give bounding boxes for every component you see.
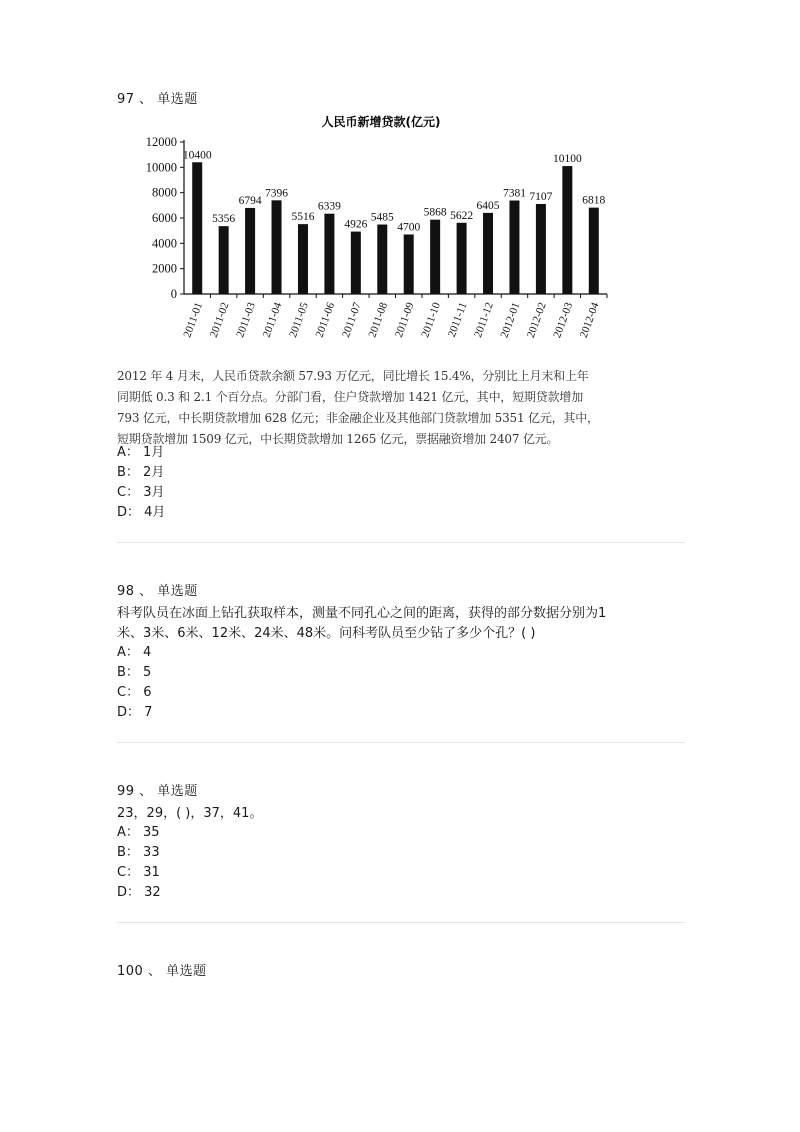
- x-tick-label: 2012-04: [577, 300, 602, 340]
- question-97-header: 97 、 单选题: [117, 92, 198, 107]
- bar-2011-06: [324, 214, 334, 294]
- x-tick-label: 2011-10: [419, 300, 443, 340]
- question-divider: [117, 922, 685, 923]
- data-label: 4700: [397, 221, 421, 234]
- question-98-option-c[interactable]: C： 6: [117, 685, 152, 700]
- question-98-option-b[interactable]: B： 5: [117, 665, 152, 680]
- data-label: 4926: [344, 218, 368, 231]
- bar-2012-02: [536, 204, 546, 294]
- chart-y-ticks: [146, 135, 184, 301]
- chart-title: 人民币新增贷款(亿元): [321, 115, 441, 129]
- question-99-option-a[interactable]: A： 35: [117, 825, 160, 840]
- y-tick-label: 2000: [152, 261, 177, 276]
- x-tick-label: 2011-04: [260, 300, 285, 340]
- question-divider: [117, 542, 685, 543]
- question-99-option-d[interactable]: D： 32: [117, 885, 161, 900]
- bar-2011-12: [483, 213, 493, 294]
- x-tick-label: 2011-08: [366, 300, 391, 340]
- data-label: 5356: [212, 213, 236, 226]
- bar-2012-03: [562, 166, 572, 294]
- data-label: 6405: [476, 199, 500, 212]
- loan-bar-chart: [117, 108, 617, 364]
- question-98-text: [117, 604, 687, 644]
- bar-2011-01: [192, 162, 202, 294]
- question-98-header: 98 、 单选题: [117, 584, 198, 599]
- x-tick-label: 2011-05: [287, 300, 311, 340]
- y-tick-label: 10000: [145, 160, 177, 175]
- question-99-text: [117, 804, 687, 824]
- chart-bars: [192, 162, 599, 294]
- question-text-line: 米、3米、6米、12米、24米、48米。问科考队员至少钻了多少个孔？( ): [117, 626, 536, 641]
- x-tick-label: 2012-03: [551, 300, 576, 340]
- data-label: 7396: [265, 187, 289, 200]
- data-label: 7107: [529, 190, 553, 203]
- x-tick-label: 2011-11: [445, 300, 470, 339]
- y-tick-label: 8000: [152, 185, 177, 200]
- data-label: 6794: [238, 194, 262, 207]
- question-text-line: 科考队员在冰面上钻孔获取样本，测量不同孔心之间的距离，获得的部分数据分别为1: [117, 606, 607, 621]
- bar-2011-04: [272, 200, 282, 294]
- question-97-option-d[interactable]: D： 4月: [117, 505, 166, 520]
- y-tick-label: 12000: [145, 135, 177, 149]
- data-label: 5868: [423, 206, 447, 219]
- question-99-option-b[interactable]: B： 33: [117, 845, 160, 860]
- y-tick-label: 4000: [152, 236, 177, 251]
- data-label: 10400: [182, 149, 212, 162]
- data-label: 10100: [552, 153, 582, 166]
- bar-2011-05: [298, 224, 308, 294]
- data-label: 6818: [582, 194, 606, 207]
- question-divider: [117, 742, 685, 743]
- question-97-option-b[interactable]: B： 2月: [117, 465, 165, 480]
- question-99-option-c[interactable]: C： 31: [117, 865, 160, 880]
- data-label: 7381: [502, 187, 526, 200]
- passage-line: 同期低 0.3 和 2.1 个百分点。分部门看，住户贷款增加 1421 亿元，其中，短期贷款增加: [117, 390, 583, 404]
- question-98-option-d[interactable]: D： 7: [117, 705, 153, 720]
- question-97-option-a[interactable]: A： 1月: [117, 445, 165, 460]
- bar-2012-04: [589, 208, 599, 294]
- bar-2011-11: [457, 223, 467, 294]
- y-tick-label: 0: [170, 287, 177, 301]
- passage-line: 2012 年 4 月末，人民币贷款余额 57.93 万亿元，同比增长 15.4%，分别比上月末和上年: [117, 369, 589, 383]
- x-tick-label: 2012-01: [498, 300, 523, 340]
- bar-2011-02: [219, 226, 229, 294]
- data-label: 6339: [317, 200, 341, 213]
- bar-2011-09: [404, 234, 414, 294]
- chart-x-ticks: [181, 294, 607, 339]
- question-99-header: 99 、 单选题: [117, 784, 198, 799]
- question-100-header: 100 、 单选题: [117, 964, 207, 979]
- x-tick-label: 2011-02: [207, 300, 232, 340]
- question-98-option-a[interactable]: A： 4: [117, 645, 152, 660]
- x-tick-label: 2011-03: [234, 300, 258, 340]
- data-label: 5622: [450, 209, 474, 222]
- question-97-passage: [117, 366, 687, 450]
- x-tick-label: 2011-01: [181, 300, 206, 340]
- question-97-option-c[interactable]: C： 3月: [117, 485, 165, 500]
- bar-2011-10: [430, 220, 440, 294]
- passage-line: 短期贷款增加 1509 亿元，中长期贷款增加 1265 亿元，票据融资增加 2407 亿元。: [117, 432, 559, 446]
- bar-2011-08: [377, 225, 387, 294]
- x-tick-label: 2011-12: [472, 300, 496, 340]
- x-tick-label: 2011-06: [313, 300, 338, 340]
- x-tick-label: 2011-09: [392, 300, 417, 340]
- x-tick-label: 2012-02: [524, 300, 549, 340]
- bar-2011-07: [351, 232, 361, 294]
- bar-2011-03: [245, 208, 255, 294]
- x-tick-label: 2011-07: [339, 300, 364, 340]
- passage-line: 793 亿元，中长期贷款增加 628 亿元；非金融企业及其他部门贷款增加 5351 亿元，其中，: [117, 411, 599, 425]
- data-label: 5485: [370, 211, 394, 224]
- data-label: 5516: [291, 211, 315, 224]
- bar-2012-01: [509, 201, 519, 294]
- y-tick-label: 6000: [152, 211, 177, 225]
- question-text-line: 23，29，( )，37，41。: [117, 806, 263, 821]
